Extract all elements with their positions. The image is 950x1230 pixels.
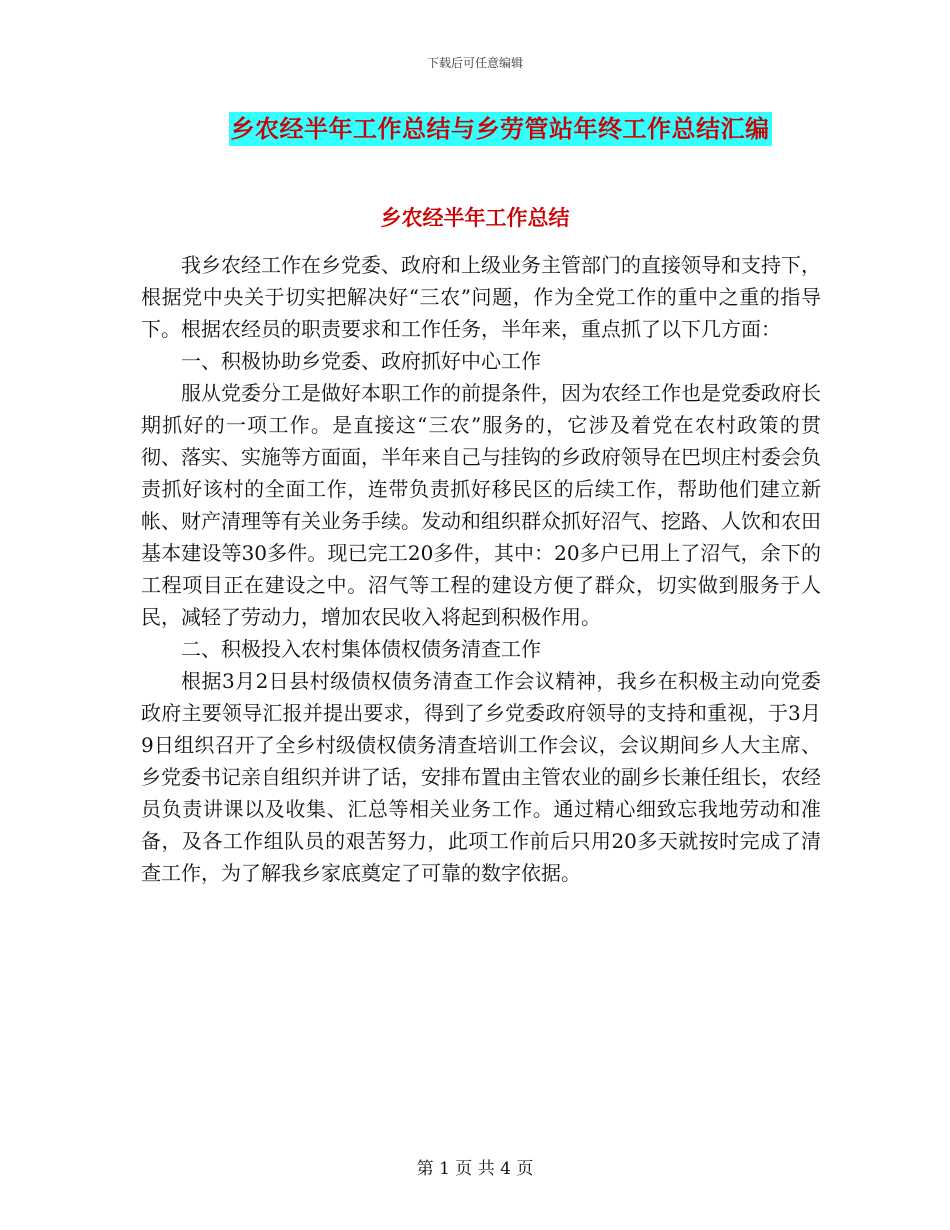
page-number: 第 1 页 共 4 页	[416, 1159, 534, 1179]
section-title: 乡农经半年工作总结	[380, 206, 570, 230]
document-body	[141, 249, 821, 889]
main-title: 乡农经半年工作总结与乡劳管站年终工作总结汇编	[229, 112, 772, 146]
header-note: 下载后可任意编辑	[426, 56, 523, 70]
paragraph-section-2: 根据3月2日县村级债权债务清查工作会议精神，我乡在积极主动向党委政府主要领导汇报并提出要求，得到了乡党委政府领导的支持和重视，于3月9日组织召开了全乡村级债权债务清查培训工作会议，会议期间乡人大主席、乡党委书记亲自组织并讲了话，安排布置由主管农业的副乡长兼任组长，农经员负责讲课以及收集、汇总等相关业务工作。通过精心细致忘我地劳动和准备，及各工作组队员的艰苦努力，此项工作前后只用20多天就按时完成了清查工作，为了解我乡家底奠定了可靠的数字依据。	[141, 669, 821, 885]
main-title-container	[0, 112, 950, 146]
heading-section-2: 二、积极投入农村集体债权债务清查工作	[181, 637, 541, 661]
paragraph-intro: 我乡农经工作在乡党委、政府和上级业务主管部门的直接领导和支持下，根据党中央关于切实把解决好“三农”问题，作为全党工作的重中之重的指导下。根据农经员的职责要求和工作任务，半年来，重点抓了以下几方面：	[141, 253, 821, 341]
paragraph-section-1: 服从党委分工是做好本职工作的前提条件，因为农经工作也是党委政府长期抓好的一项工作。是直接这“三农”服务的，它涉及着党在农村政策的贯彻、落实、实施等方面面，半年来自己与挂钩的乡政府领导在巴坝庄村委会负责抓好该村的全面工作，连带负责抓好移民区的后续工作，帮助他们建立新帐、财产清理等有关业务手续。发动和组织群众抓好沼气、挖路、人饮和农田基本建设等30多件。现已完工20多件，其中：20多户已用上了沼气，余下的工程项目正在建设之中。沼气等工程的建设方便了群众，切实做到服务于人民，减轻了劳动力，增加农民收入将起到积极作用。	[141, 381, 821, 629]
heading-section-1: 一、积极协助乡党委、政府抓好中心工作	[181, 349, 541, 373]
